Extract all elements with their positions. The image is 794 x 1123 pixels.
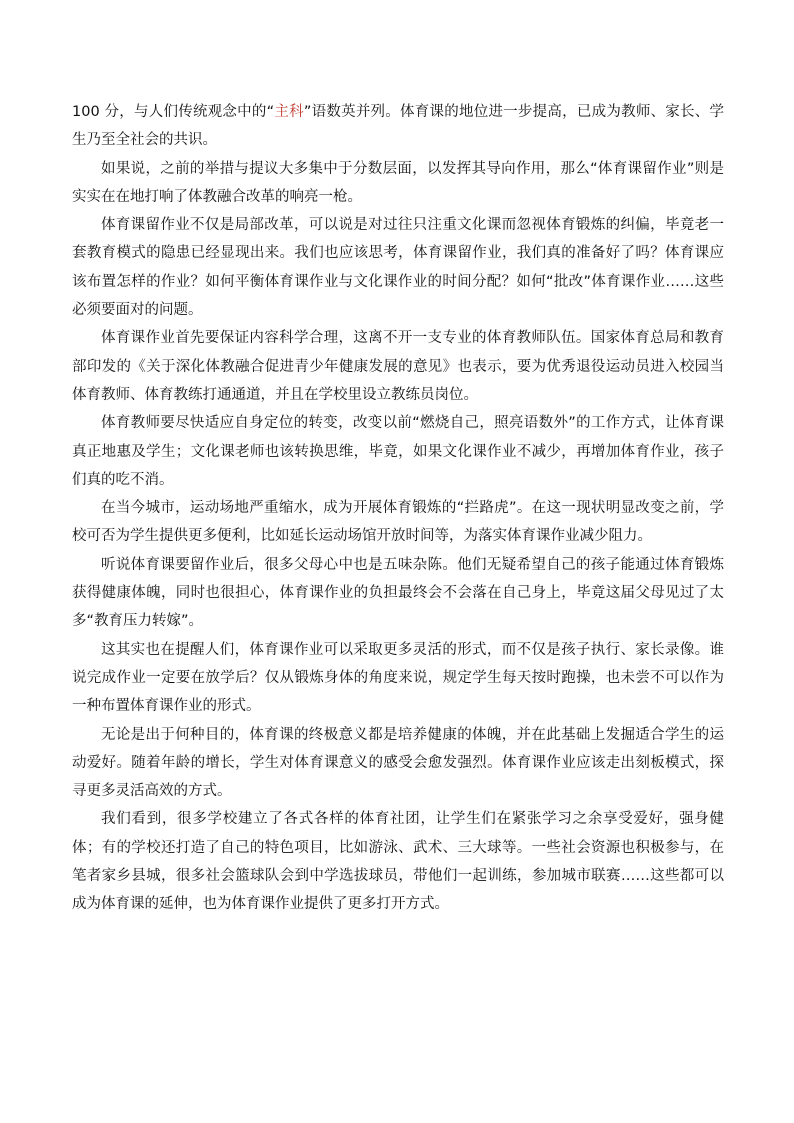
paragraph-text: 体育课留作业不仅是局部改革，可以说是对过往只注重文化课而忽视体育锻炼的纠偏，毕竟老一套教育模式的隐患已经显现出来。我们也应该思考，体育课留作业，我们真的准备好了吗？体育课应该布置怎样的作业？如何平衡体育课作业与文化课作业的时间分配？如何“批改”体育课作业……这些必须要面对的问题。 [72, 217, 724, 319]
paragraph [72, 324, 724, 409]
article-body [72, 98, 724, 919]
paragraph-text: 无论是出于何种目的，体育课的终极意义都是培养健康的体魄，并在此基础上发掘适合学生的运动爱好。随着年龄的增长，学生对体育课意义的感受会愈发强烈。体育课作业应该走出刻板模式，探寻更多灵活高效的方式。 [72, 726, 724, 800]
paragraph-text: 100 分，与人们传统观念中的“ [72, 104, 275, 120]
paragraph-text: 我们看到，很多学校建立了各式各样的体育社团，让学生们在紧张学习之余享受爱好，强身健体；有的学校还打造了自己的特色项目，比如游泳、武术、三大球等。一些社会资源也积极参与，在笔者家乡县城，很多社会篮球队会到中学选拔球员，带他们一起训练，参加城市联赛……这些都可以成为体育课的延伸，也为体育课作业提供了更多打开方式。 [72, 811, 724, 913]
paragraph [72, 805, 724, 918]
paragraph [72, 409, 724, 494]
paragraph-text: 这其实也在提醒人们，体育课作业可以采取更多灵活的形式，而不仅是孩子执行、家长录像。谁说完成作业一定要在放学后？仅从锻炼身体的角度来说，规定学生每天按时跑操，也未尝不可以作为一种布置体育课作业的形式。 [72, 641, 724, 715]
paragraph [72, 721, 724, 806]
paragraph [72, 211, 724, 324]
paragraph-text: 如果说，之前的举措与提议大多集中于分数层面，以发挥其导向作用，那么“体育课留作业”则是实实在在地打响了体教融合改革的响亮一枪。 [72, 160, 724, 205]
paragraph-text: 体育教师要尽快适应自身定位的转变，改变以前“燃烧自己，照亮语数外”的工作方式，让体育课真正地惠及学生；文化课老师也该转换思维，毕竟，如果文化课作业不减少，再增加体育作业，孩子们真的吃不消。 [72, 415, 724, 488]
paragraph [72, 98, 724, 155]
highlighted-term: 主科 [274, 104, 304, 120]
paragraph-text: 体育课作业首先要保证内容科学合理，这离不开一支专业的体育教师队伍。国家体育总局和教育部印发的《关于深化体教融合促进青少年健康发展的意见》也表示，要为优秀退役运动员进入校园当体育教师、体育教练打通通道，并且在学校里设立教练员岗位。 [72, 330, 724, 403]
paragraph-text: 听说体育课要留作业后，很多父母心中也是五味杂陈。他们无疑希望自己的孩子能通过体育锻炼获得健康体魄，同时也很担心，体育课作业的负担最终会不会落在自己身上，毕竟这届父母见过了太多“教育压力转嫁”。 [72, 556, 724, 630]
paragraph [72, 551, 724, 636]
paragraph [72, 494, 724, 551]
paragraph [72, 155, 724, 212]
paragraph-text: 在当今城市，运动场地严重缩水，成为开展体育锻炼的“拦路虎”。在这一现状明显改变之前，学校可否为学生提供更多便利，比如延长运动场馆开放时间等，为落实体育课作业减少阻力。 [72, 500, 724, 545]
paragraph [72, 636, 724, 721]
paragraph-text: ”语数英并列。体育课的地位进一步提高，已成为教师、家长、学生乃至全社会的共识。 [72, 104, 725, 149]
